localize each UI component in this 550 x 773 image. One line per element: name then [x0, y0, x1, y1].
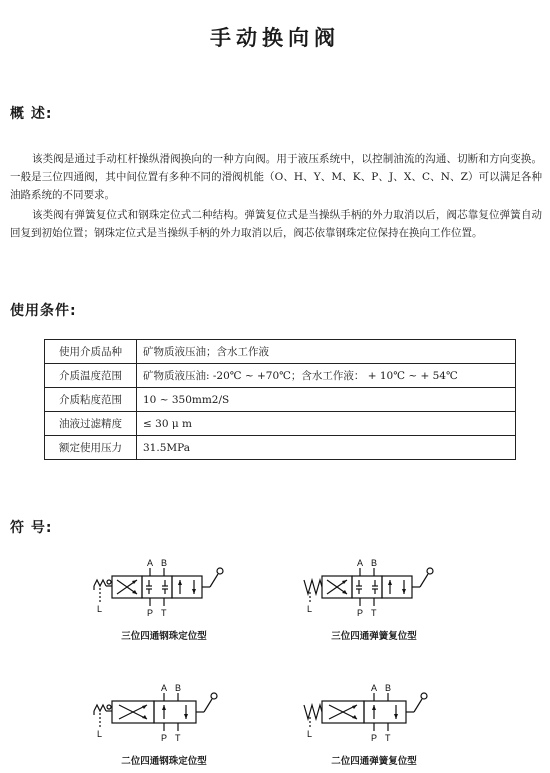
- overview-paragraph-1: 该类阀是通过手动杠杆操纵滑阀换向的一种方向阀。用于液压系统中，以控制油流的沟通、切断和方向变换。一般是三位四通阀，其中间位置有多种不同的滑阀机能（O、H、Y、M、K、P、J、X、C、N、Z）可以满足各种油路系统的不同要求。: [10, 153, 542, 201]
- condition-value: 矿物质液压油；含水工作液: [137, 340, 516, 364]
- symbols-heading: 符 号:: [10, 520, 53, 536]
- port-p-label: P: [357, 608, 364, 618]
- port-a-label: A: [371, 683, 378, 693]
- condition-label: 使用介质品种: [45, 340, 137, 364]
- port-b-label: B: [161, 558, 168, 568]
- overview-heading: 概 述:: [10, 106, 53, 122]
- condition-value: 31.5MPa: [137, 436, 516, 460]
- port-p-label: P: [371, 733, 378, 743]
- overview-paragraph-2: 该类阀有弹簧复位式和钢珠定位式二种结构。弹簧复位式是当操纵手柄的外力取消以后，阀芯靠复位弹簧自动回复到初始位置；钢珠定位式是当操纵手柄的外力取消以后，阀芯依靠钢珠定位保持在换向工作位置。: [10, 209, 542, 239]
- port-l-label: L: [307, 729, 313, 739]
- port-l-label: L: [97, 729, 103, 739]
- port-b-label: B: [385, 683, 392, 693]
- port-t-label: T: [161, 608, 167, 618]
- port-p-label: P: [147, 608, 154, 618]
- valve-symbol-3pos-spring: [302, 558, 442, 628]
- port-a-label: A: [357, 558, 364, 568]
- port-t-label: T: [371, 608, 377, 618]
- condition-label: 介质粘度范围: [45, 388, 137, 412]
- port-l-label: L: [97, 604, 103, 614]
- condition-value: 10 ~ 350mm2/S: [137, 388, 516, 412]
- port-a-label: A: [147, 558, 154, 568]
- valve-symbol-3pos-detent: [92, 558, 232, 628]
- condition-label: 油液过滤精度: [45, 412, 137, 436]
- port-t-label: T: [175, 733, 181, 743]
- port-b-label: B: [371, 558, 378, 568]
- valve-symbol-2pos-detent: [92, 683, 232, 753]
- port-a-label: A: [161, 683, 168, 693]
- table-row: [45, 388, 516, 412]
- symbol-caption: 三位四通钢珠定位型: [121, 631, 207, 642]
- table-row: [45, 412, 516, 436]
- port-b-label: B: [175, 683, 182, 693]
- condition-value: 矿物质液压油: -20℃ ~ +70℃；含水工作液： + 10℃ ~ + 54℃: [137, 364, 516, 388]
- table-row: [45, 364, 516, 388]
- table-row: [45, 436, 516, 460]
- port-l-label: L: [307, 604, 313, 614]
- conditions-table: [44, 339, 516, 460]
- symbol-caption: 二位四通钢珠定位型: [121, 756, 207, 767]
- conditions-heading: 使用条件:: [10, 303, 77, 319]
- valve-symbol-2pos-spring: [302, 683, 442, 753]
- symbol-caption: 二位四通弹簧复位型: [331, 756, 417, 767]
- symbol-caption: 三位四通弹簧复位型: [331, 631, 417, 642]
- condition-label: 额定使用压力: [45, 436, 137, 460]
- condition-value: ≤ 30 μ m: [137, 412, 516, 436]
- port-p-label: P: [161, 733, 168, 743]
- condition-label: 介质温度范围: [45, 364, 137, 388]
- port-t-label: T: [385, 733, 391, 743]
- page-title: 手动换向阀: [210, 26, 340, 50]
- table-row: [45, 340, 516, 364]
